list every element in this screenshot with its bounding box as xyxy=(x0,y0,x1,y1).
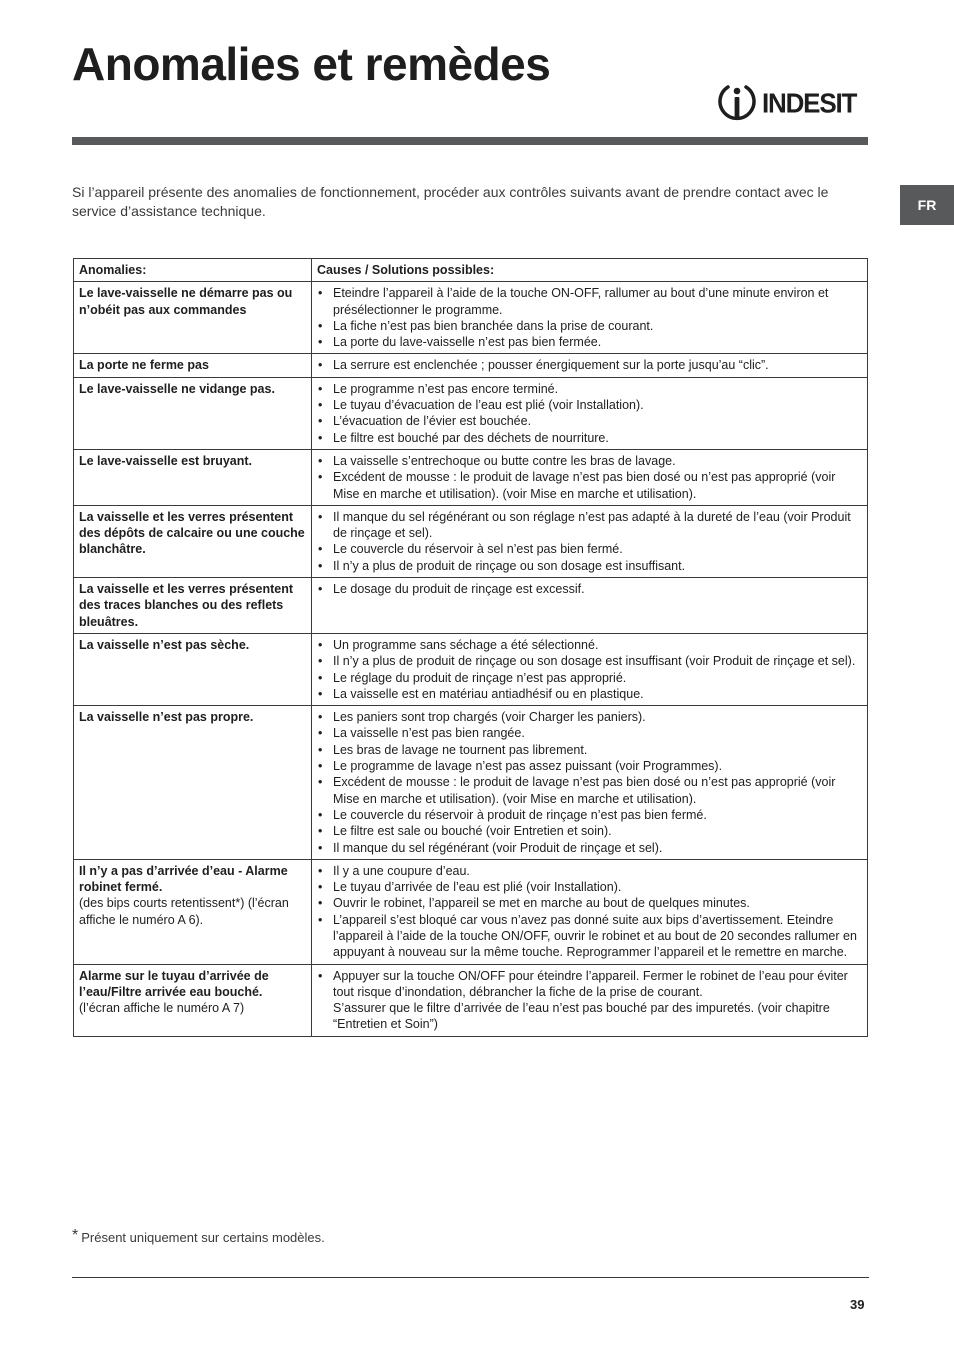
anomalies-table xyxy=(73,258,868,1037)
anomaly-note: (l’écran affiche le numéro A 7) xyxy=(79,1001,245,1016)
cause-item: • La serrure est enclenchée ; pousser énergiquement sur la porte jusqu’au “clic”. xyxy=(317,357,863,373)
causes-cell xyxy=(312,578,868,634)
anomaly-cell xyxy=(74,578,312,634)
footnote-text: Présent uniquement sur certains modèles. xyxy=(81,1230,325,1245)
anomaly-label: Le lave-vaisselle ne démarre pas ou n’obéit pas aux commandes xyxy=(79,286,293,317)
cause-item: • Il n’y a plus de produit de rinçage ou son dosage est insuffisant. xyxy=(317,558,863,574)
cause-item: • L’évacuation de l’évier est bouchée. xyxy=(317,413,863,429)
cause-item: • La fiche n’est pas bien branchée dans la prise de courant. xyxy=(317,318,863,334)
causes-cell xyxy=(312,282,868,354)
footnote xyxy=(72,1229,325,1247)
causes-cell xyxy=(312,505,868,577)
table-row xyxy=(74,377,868,449)
cause-item: • Le couvercle du réservoir à produit de rinçage n’est pas bien fermé. xyxy=(317,807,863,823)
table-row xyxy=(74,633,868,705)
causes-list xyxy=(317,863,863,961)
anomaly-note: (des bips courts retentissent*) (l’écran affiche le numéro A 6). xyxy=(79,896,289,927)
anomaly-label: Le lave-vaisselle ne vidange pas. xyxy=(79,381,275,396)
cause-item: • Le filtre est sale ou bouché (voir Entretien et soin). xyxy=(317,823,863,839)
anomaly-label: La vaisselle et les verres présentent des traces blanches ou des reflets bleuâtres. xyxy=(79,582,294,629)
anomaly-label: La vaisselle et les verres présentent des dépôts de calcaire ou une couche blanchâtre. xyxy=(79,509,305,557)
cause-item: • Excédent de mousse : le produit de lavage n’est pas bien dosé ou n’est pas approprié (voir Mise en marche et utilisation). (voir Mise en marche et utilisation). xyxy=(317,774,863,807)
anomaly-cell xyxy=(74,964,312,1036)
cause-item: • Les bras de lavage ne tournent pas librement. xyxy=(317,742,863,758)
anomaly-cell xyxy=(74,706,312,860)
anomaly-cell xyxy=(74,633,312,705)
anomaly-cell xyxy=(74,377,312,449)
table-header-row xyxy=(74,259,868,282)
header-anomalies: Anomalies: xyxy=(74,259,312,282)
cause-item: • Le filtre est bouché par des déchets de nourriture. xyxy=(317,430,863,446)
language-tab: FR xyxy=(900,185,954,225)
page-number: 39 xyxy=(850,1297,865,1312)
brand-logo xyxy=(718,82,856,124)
cause-item: • Le dosage du produit de rinçage est excessif. xyxy=(317,581,863,597)
anomaly-cell xyxy=(74,282,312,354)
table-row xyxy=(74,578,868,634)
cause-item: • La vaisselle s’entrechoque ou butte contre les bras de lavage. xyxy=(317,453,863,469)
cause-item: • Eteindre l’appareil à l’aide de la touche ON-OFF, rallumer au bout d’une minute environ et présélectionner le programme. xyxy=(317,285,863,318)
cause-item: • Le couvercle du réservoir à sel n’est pas bien fermé. xyxy=(317,541,863,557)
causes-list xyxy=(317,709,863,856)
cause-item: • Il manque du sel régénérant ou son réglage n’est pas adapté à la dureté de l’eau (voir Produit de rinçage et sel). xyxy=(317,509,863,542)
causes-cell xyxy=(312,377,868,449)
causes-list xyxy=(317,968,863,1033)
footnote-mark: * xyxy=(72,1227,79,1244)
header-causes: Causes / Solutions possibles: xyxy=(312,259,868,282)
cause-item: • La vaisselle n’est pas bien rangée. xyxy=(317,725,863,741)
cause-item: • L’appareil s’est bloqué car vous n’avez pas donné suite aux bips d’avertissement. Eteindre l’appareil à l’aide de la touche ON/OFF, ouvrir le robinet et au bout de 20 secondes rallumer en appuyant à nouveau sur la même touche. Reprogrammer l’appareil et le remettre en marche. xyxy=(317,912,863,961)
cause-item: • Le programme n’est pas encore terminé. xyxy=(317,381,863,397)
cause-item: • Les paniers sont trop chargés (voir Charger les paniers). xyxy=(317,709,863,725)
header-divider xyxy=(72,137,868,145)
anomaly-label: Alarme sur le tuyau d’arrivée de l’eau/Filtre arrivée eau bouché. xyxy=(79,968,269,999)
causes-cell xyxy=(312,964,868,1036)
anomaly-cell xyxy=(74,859,312,964)
anomaly-label: La vaisselle n’est pas propre. xyxy=(79,710,254,725)
anomaly-cell xyxy=(74,505,312,577)
causes-cell xyxy=(312,354,868,377)
cause-item: • Ouvrir le robinet, l’appareil se met en marche au bout de quelques minutes. xyxy=(317,895,863,911)
table-row xyxy=(74,505,868,577)
cause-item: • Le programme de lavage n’est pas assez puissant (voir Programmes). xyxy=(317,758,863,774)
causes-list xyxy=(317,581,863,597)
page-title: Anomalies et remèdes xyxy=(72,38,551,90)
cause-item: • Un programme sans séchage a été sélectionné. xyxy=(317,637,863,653)
causes-cell xyxy=(312,449,868,505)
indesit-i-icon xyxy=(718,82,756,124)
cause-item: • Le tuyau d’évacuation de l’eau est plié (voir Installation). xyxy=(317,397,863,413)
causes-list xyxy=(317,357,863,373)
intro-text: Si l’appareil présente des anomalies de fonctionnement, procéder aux contrôles suivants avant de prendre contact avec le service d’assistance technique. xyxy=(72,184,829,219)
cause-item: • Il n’y a plus de produit de rinçage ou son dosage est insuffisant (voir Produit de rinçage et sel). xyxy=(317,653,863,669)
cause-item: • La porte du lave-vaisselle n’est pas bien fermée. xyxy=(317,334,863,350)
table-row xyxy=(74,964,868,1036)
causes-list xyxy=(317,381,863,446)
cause-continuation: S’assurer que le filtre d’arrivée de l’eau n’est pas bouché par des impuretés. (voir chapitre “Entretien et Soin”) xyxy=(333,1001,830,1032)
causes-cell xyxy=(312,859,868,964)
cause-item: • La vaisselle est en matériau antiadhésif ou en plastique. xyxy=(317,686,863,702)
anomaly-label: La vaisselle n’est pas sèche. xyxy=(79,637,250,652)
cause-item: • Il y a une coupure d’eau. xyxy=(317,863,863,879)
causes-list xyxy=(317,453,863,502)
cause-item: • Excédent de mousse : le produit de lavage n’est pas bien dosé ou n’est pas approprié (voir Mise en marche et utilisation). (voir Mise en marche et utilisation). xyxy=(317,469,863,502)
brand-name: INDESIT xyxy=(762,86,857,119)
table-row xyxy=(74,449,868,505)
table-row xyxy=(74,282,868,354)
anomaly-label: Le lave-vaisselle est bruyant. xyxy=(79,453,253,468)
cause-item: • Le réglage du produit de rinçage n’est pas approprié. xyxy=(317,670,863,686)
footer-divider xyxy=(72,1277,869,1278)
cause-item: • Il manque du sel régénérant (voir Produit de rinçage et sel). xyxy=(317,840,863,856)
anomaly-label: Il n’y a pas d’arrivée d’eau - Alarme robinet fermé. xyxy=(79,863,288,895)
causes-list xyxy=(317,285,863,350)
table-row xyxy=(74,354,868,377)
causes-cell xyxy=(312,633,868,705)
cause-item: • Le tuyau d’arrivée de l’eau est plié (voir Installation). xyxy=(317,879,863,895)
anomaly-cell xyxy=(74,354,312,377)
table-row xyxy=(74,859,868,964)
table-row xyxy=(74,706,868,860)
cause-item: • Appuyer sur la touche ON/OFF pour éteindre l’appareil. Fermer le robinet de l’eau pour éviter tout risque d’inondation, débrancher la fiche de la prise de courant. xyxy=(317,968,863,1001)
causes-list xyxy=(317,509,863,574)
causes-list xyxy=(317,637,863,702)
causes-cell xyxy=(312,706,868,860)
anomaly-label: La porte ne ferme pas xyxy=(79,358,209,373)
anomaly-cell xyxy=(74,449,312,505)
